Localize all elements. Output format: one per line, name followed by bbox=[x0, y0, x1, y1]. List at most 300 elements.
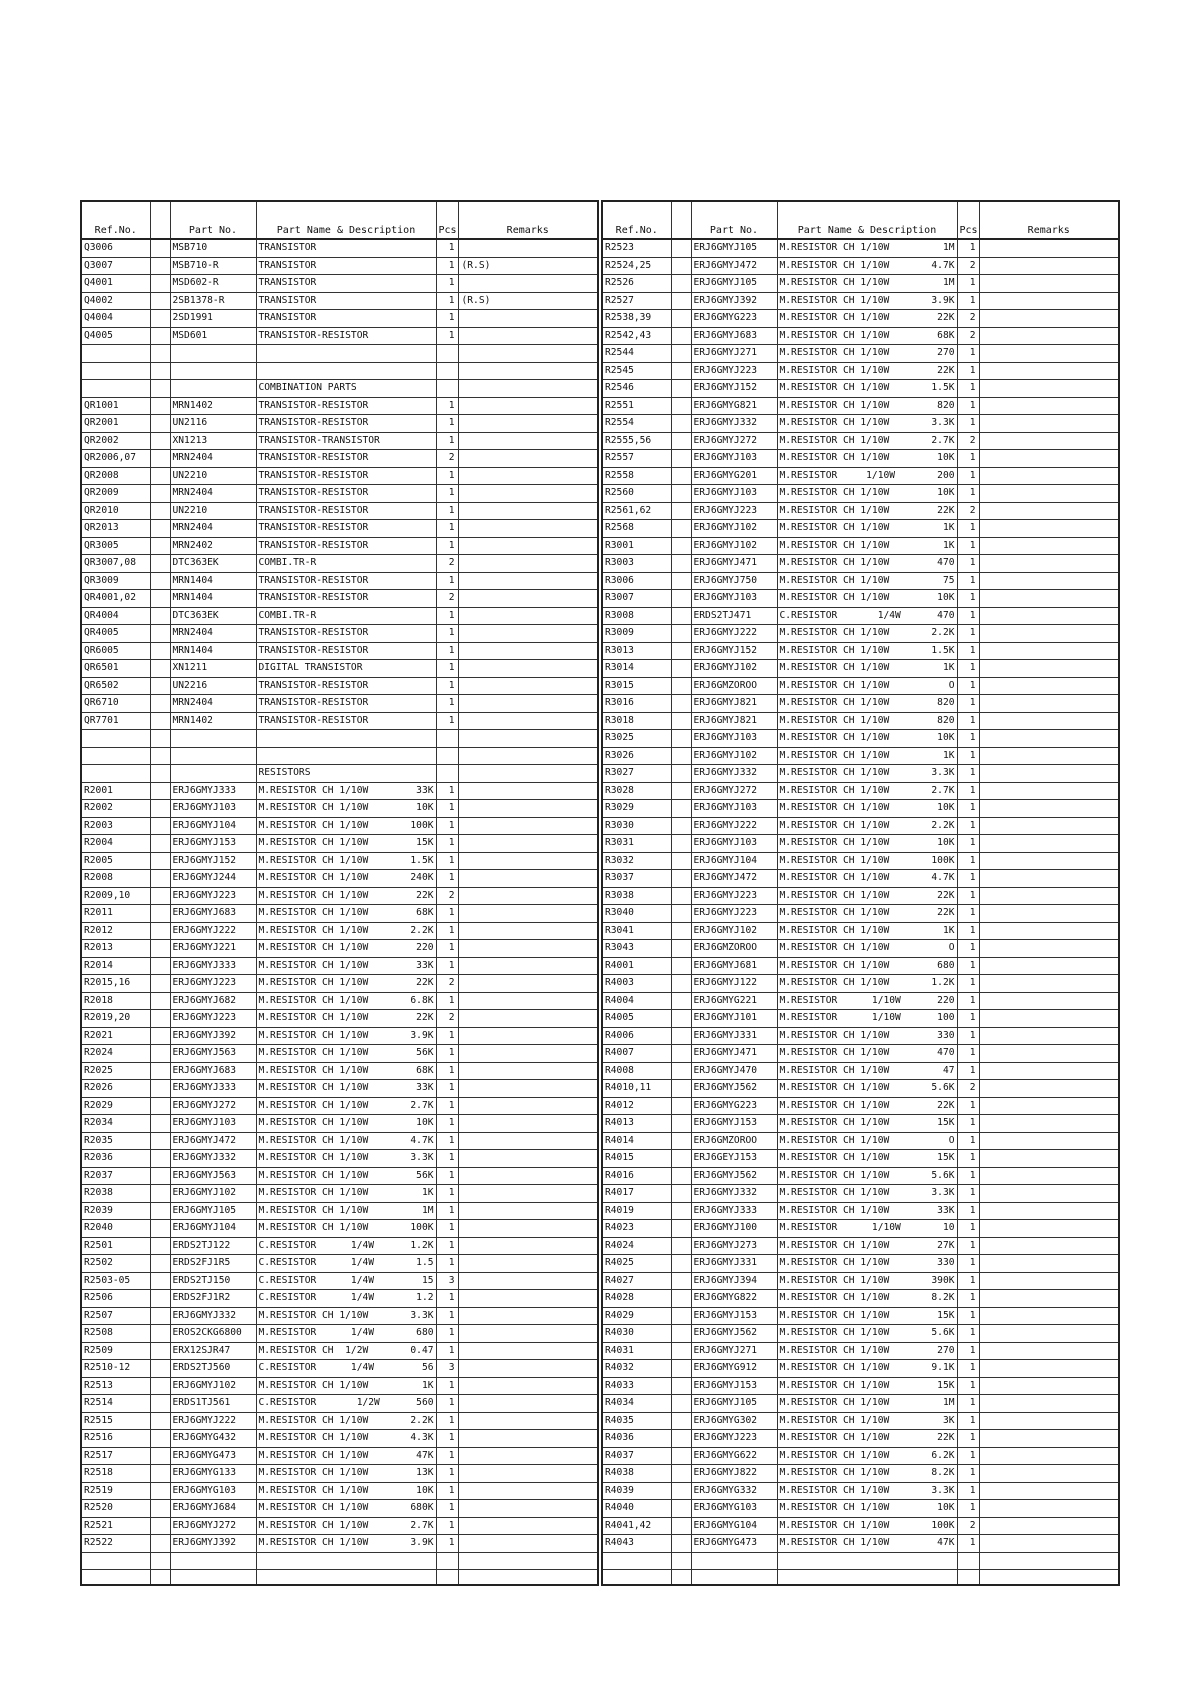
pcs-cell: 1 bbox=[436, 1202, 458, 1220]
ref-no-cell: R2514 bbox=[81, 1395, 150, 1413]
description-name: M.RESISTOR CH 1/10W bbox=[258, 784, 369, 796]
spacer-cell bbox=[671, 485, 691, 503]
ref-no-cell: R4006 bbox=[602, 1027, 671, 1045]
table-row bbox=[602, 275, 1119, 293]
pcs-cell: 2 bbox=[957, 432, 979, 450]
ref-no-cell: R4019 bbox=[602, 1202, 671, 1220]
spacer-cell bbox=[671, 1185, 691, 1203]
description-cell bbox=[777, 800, 957, 818]
ref-no-cell: R2501 bbox=[81, 1237, 150, 1255]
part-no-cell: ERJ6GMYJ332 bbox=[691, 765, 777, 783]
description-value: 1.5 bbox=[416, 1257, 434, 1269]
pcs-cell: 1 bbox=[957, 1185, 979, 1203]
remarks-cell bbox=[979, 380, 1119, 398]
part-no-cell: ERJ6GMYJ333 bbox=[170, 1080, 256, 1098]
spacer-cell bbox=[150, 1535, 170, 1553]
description-cell bbox=[256, 922, 436, 940]
part-no-cell: ERJ6GEYJ153 bbox=[691, 1150, 777, 1168]
description-name: M.RESISTOR CH 1/10W bbox=[258, 1187, 369, 1199]
description-value: 3.3K bbox=[931, 1187, 955, 1199]
part-no-cell: ERJ6GMYJ681 bbox=[691, 957, 777, 975]
description-name: M.RESISTOR CH 1/10W bbox=[258, 1117, 369, 1129]
table-row bbox=[81, 625, 598, 643]
part-no-cell: ERJ6GMYJ331 bbox=[691, 1027, 777, 1045]
ref-no-cell: R4005 bbox=[602, 1010, 671, 1028]
description-name: C.RESISTOR 1/4W bbox=[258, 1274, 375, 1286]
description-cell bbox=[256, 1045, 436, 1063]
pcs-cell: 1 bbox=[436, 1395, 458, 1413]
part-no-cell: ERJ6GMYJ102 bbox=[691, 520, 777, 538]
part-no-cell: ERJ6GMYJ392 bbox=[170, 1027, 256, 1045]
table-row bbox=[602, 1027, 1119, 1045]
pcs-cell: 1 bbox=[436, 957, 458, 975]
spacer-cell bbox=[671, 415, 691, 433]
table-row bbox=[81, 817, 598, 835]
description-name: M.RESISTOR CH 1/10W bbox=[779, 1099, 890, 1111]
header-remarks: Remarks bbox=[458, 201, 598, 239]
description-value: 68K bbox=[416, 1064, 434, 1076]
description-cell bbox=[777, 1272, 957, 1290]
description-cell bbox=[256, 747, 436, 765]
description-cell bbox=[256, 992, 436, 1010]
part-no-cell: ERJ6GMYJ272 bbox=[170, 1517, 256, 1535]
remarks-cell bbox=[979, 765, 1119, 783]
remarks-cell bbox=[458, 327, 598, 345]
description-name: M.RESISTOR CH 1/10W bbox=[779, 977, 890, 989]
pcs-cell: 1 bbox=[957, 1237, 979, 1255]
description-name: M.RESISTOR CH 1/10W bbox=[779, 714, 890, 726]
description-name: M.RESISTOR CH 1/10W bbox=[258, 1134, 369, 1146]
spacer-cell bbox=[150, 590, 170, 608]
part-no-cell: ERJ6GMYJ392 bbox=[170, 1535, 256, 1553]
description-cell bbox=[256, 1377, 436, 1395]
table-row bbox=[602, 502, 1119, 520]
remarks-cell bbox=[458, 555, 598, 573]
remarks-cell bbox=[979, 432, 1119, 450]
ref-no-cell: R4028 bbox=[602, 1290, 671, 1308]
pcs-cell: 2 bbox=[957, 257, 979, 275]
pcs-cell: 1 bbox=[436, 695, 458, 713]
description-value: 240K bbox=[410, 872, 434, 884]
ref-no-cell: R4031 bbox=[602, 1342, 671, 1360]
description-value: 33K bbox=[416, 959, 434, 971]
part-no-cell: ERJ6GMYJ102 bbox=[170, 1377, 256, 1395]
pcs-cell: 1 bbox=[957, 747, 979, 765]
part-no-cell: ERJ6GMYJ684 bbox=[170, 1500, 256, 1518]
part-no-cell: ERJ6GMYJ472 bbox=[170, 1132, 256, 1150]
description-cell bbox=[777, 817, 957, 835]
description-cell bbox=[777, 1290, 957, 1308]
spacer-cell bbox=[150, 1132, 170, 1150]
remarks-cell bbox=[979, 1290, 1119, 1308]
spacer-cell bbox=[150, 730, 170, 748]
pcs-cell bbox=[436, 362, 458, 380]
pcs-cell: 2 bbox=[436, 975, 458, 993]
ref-no-cell: QR2013 bbox=[81, 520, 150, 538]
table-row bbox=[81, 380, 598, 398]
table-row bbox=[81, 677, 598, 695]
remarks-cell bbox=[458, 1220, 598, 1238]
description-value: 4.7K bbox=[931, 259, 955, 271]
pcs-cell: 1 bbox=[436, 1482, 458, 1500]
ref-no-cell: QR4001,02 bbox=[81, 590, 150, 608]
description-name: M.RESISTOR CH 1/10W bbox=[258, 1082, 369, 1094]
pcs-cell: 1 bbox=[436, 327, 458, 345]
description-cell bbox=[777, 1465, 957, 1483]
description-value: 3.3K bbox=[410, 1152, 434, 1164]
description-cell bbox=[777, 1185, 957, 1203]
spacer-cell bbox=[671, 940, 691, 958]
description-cell bbox=[256, 1220, 436, 1238]
part-no-cell: ERJ6GMYJ223 bbox=[691, 1430, 777, 1448]
description-value: 5.6K bbox=[931, 1327, 955, 1339]
description-value: 56K bbox=[416, 1047, 434, 1059]
table-row bbox=[602, 1185, 1119, 1203]
part-no-cell: ERJ6GMYJ470 bbox=[691, 1062, 777, 1080]
pcs-cell: 1 bbox=[436, 625, 458, 643]
remarks-cell bbox=[458, 1185, 598, 1203]
ref-no-cell bbox=[81, 1552, 150, 1570]
spacer-cell bbox=[671, 327, 691, 345]
description-name: M.RESISTOR CH 1/10W bbox=[258, 1169, 369, 1181]
table-row bbox=[81, 1307, 598, 1325]
pcs-cell: 1 bbox=[957, 1465, 979, 1483]
description-cell bbox=[777, 397, 957, 415]
description-cell bbox=[256, 677, 436, 695]
description-cell bbox=[777, 922, 957, 940]
spacer-cell bbox=[150, 660, 170, 678]
remarks-cell bbox=[458, 1342, 598, 1360]
spacer-cell bbox=[150, 362, 170, 380]
description-cell bbox=[256, 520, 436, 538]
table-row bbox=[602, 870, 1119, 888]
remarks-cell bbox=[458, 817, 598, 835]
part-no-cell: ERJ6GMYG822 bbox=[691, 1290, 777, 1308]
remarks-cell bbox=[458, 239, 598, 257]
description-cell bbox=[256, 1010, 436, 1028]
spacer-cell bbox=[671, 1500, 691, 1518]
description-name: M.RESISTOR CH 1/10W bbox=[779, 1362, 890, 1374]
ref-no-cell: R2524,25 bbox=[602, 257, 671, 275]
remarks-cell bbox=[458, 992, 598, 1010]
remarks-cell bbox=[979, 1342, 1119, 1360]
description-name: M.RESISTOR CH 1/10W bbox=[258, 1519, 369, 1531]
description-name: M.RESISTOR CH 1/10W bbox=[779, 924, 890, 936]
part-no-cell: ERJ6GMYJ332 bbox=[170, 1150, 256, 1168]
part-no-cell: ERDS2TJ122 bbox=[170, 1237, 256, 1255]
part-no-cell: ERJ6GMZOROO bbox=[691, 677, 777, 695]
remarks-cell bbox=[979, 502, 1119, 520]
table-row bbox=[602, 1570, 1119, 1586]
part-no-cell: ERJ6GMYJ821 bbox=[691, 695, 777, 713]
remarks-cell bbox=[979, 1500, 1119, 1518]
remarks-cell bbox=[979, 1552, 1119, 1570]
ref-no-cell: R3013 bbox=[602, 642, 671, 660]
spacer-cell bbox=[150, 1517, 170, 1535]
remarks-cell bbox=[979, 677, 1119, 695]
table-row bbox=[81, 555, 598, 573]
description-name: M.RESISTOR CH 1/10W bbox=[258, 1204, 369, 1216]
spacer-cell bbox=[150, 292, 170, 310]
remarks-cell bbox=[979, 450, 1119, 468]
description-cell bbox=[777, 345, 957, 363]
ref-no-cell: R3037 bbox=[602, 870, 671, 888]
header-row bbox=[602, 201, 1119, 239]
table-row bbox=[602, 1290, 1119, 1308]
description-cell bbox=[256, 1027, 436, 1045]
table-row bbox=[602, 1132, 1119, 1150]
part-no-cell: ERJ6GMYJ333 bbox=[691, 1202, 777, 1220]
description-name: M.RESISTOR CH 1/10W bbox=[779, 592, 890, 604]
header-part: Part No. bbox=[691, 201, 777, 239]
pcs-cell: 1 bbox=[957, 940, 979, 958]
description-name: TRANSISTOR-RESISTOR bbox=[258, 644, 369, 656]
ref-no-cell: R4024 bbox=[602, 1237, 671, 1255]
spacer-cell bbox=[671, 450, 691, 468]
ref-no-cell: R4014 bbox=[602, 1132, 671, 1150]
description-cell bbox=[256, 1325, 436, 1343]
description-cell bbox=[777, 1570, 957, 1586]
part-no-cell: ERJ6GMYJ333 bbox=[170, 782, 256, 800]
pcs-cell: 1 bbox=[957, 1132, 979, 1150]
pcs-cell: 1 bbox=[957, 852, 979, 870]
remarks-cell bbox=[979, 1010, 1119, 1028]
part-no-cell: ERJ6GMYJ271 bbox=[691, 345, 777, 363]
spacer-cell bbox=[671, 1150, 691, 1168]
description-value: 1.5K bbox=[931, 644, 955, 656]
ref-no-cell: R2527 bbox=[602, 292, 671, 310]
remarks-cell bbox=[458, 432, 598, 450]
table-row bbox=[602, 292, 1119, 310]
remarks-cell bbox=[979, 730, 1119, 748]
description-name: M.RESISTOR CH 1/10W bbox=[258, 977, 369, 989]
pcs-cell: 1 bbox=[957, 1500, 979, 1518]
ref-no-cell: R2516 bbox=[81, 1430, 150, 1448]
remarks-cell bbox=[979, 239, 1119, 257]
remarks-cell bbox=[979, 345, 1119, 363]
spacer-cell bbox=[150, 625, 170, 643]
pcs-cell bbox=[436, 345, 458, 363]
ref-no-cell: R3025 bbox=[602, 730, 671, 748]
remarks-cell bbox=[458, 800, 598, 818]
spacer-cell bbox=[671, 537, 691, 555]
part-no-cell: ERJ6GMYJ394 bbox=[691, 1272, 777, 1290]
description-name: M.RESISTOR CH 1/10W bbox=[258, 889, 369, 901]
description-name: COMBI.TR-R bbox=[258, 609, 317, 621]
spacer-cell bbox=[671, 362, 691, 380]
description-name: M.RESISTOR CH 1/10W bbox=[779, 242, 890, 254]
remarks-cell bbox=[979, 1482, 1119, 1500]
part-no-cell: ERJ6GMYJ272 bbox=[691, 782, 777, 800]
pcs-cell: 1 bbox=[957, 362, 979, 380]
description-value: 10K bbox=[937, 837, 955, 849]
description-cell bbox=[777, 520, 957, 538]
table-row bbox=[602, 1517, 1119, 1535]
pcs-cell: 1 bbox=[957, 1202, 979, 1220]
ref-no-cell: R2515 bbox=[81, 1412, 150, 1430]
remarks-cell bbox=[979, 1377, 1119, 1395]
ref-no-cell: R2021 bbox=[81, 1027, 150, 1045]
part-no-cell: ERJ6GMYJ102 bbox=[691, 660, 777, 678]
ref-no-cell: R4015 bbox=[602, 1150, 671, 1168]
remarks-cell bbox=[979, 1080, 1119, 1098]
remarks-cell bbox=[458, 275, 598, 293]
pcs-cell: 1 bbox=[436, 1447, 458, 1465]
description-name: M.RESISTOR CH 1/10W bbox=[779, 504, 890, 516]
pcs-cell: 1 bbox=[957, 1167, 979, 1185]
spacer-cell bbox=[150, 817, 170, 835]
table-row bbox=[81, 1027, 598, 1045]
description-cell bbox=[777, 765, 957, 783]
description-value: 1M bbox=[942, 277, 955, 289]
part-no-cell: ERJ6GMYJ103 bbox=[691, 800, 777, 818]
part-no-cell: MRN1404 bbox=[170, 590, 256, 608]
remarks-cell bbox=[979, 1097, 1119, 1115]
part-no-cell: XN1211 bbox=[170, 660, 256, 678]
pcs-cell: 1 bbox=[957, 292, 979, 310]
description-cell bbox=[777, 695, 957, 713]
description-value: 3.3K bbox=[410, 1309, 434, 1321]
description-name: M.RESISTOR CH 1/10W bbox=[258, 1029, 369, 1041]
description-name: TRANSISTOR-RESISTOR bbox=[258, 487, 369, 499]
description-name: C.RESISTOR 1/2W bbox=[258, 1397, 380, 1409]
spacer-cell bbox=[150, 1237, 170, 1255]
remarks-cell bbox=[458, 485, 598, 503]
remarks-cell bbox=[458, 852, 598, 870]
pcs-cell: 1 bbox=[957, 695, 979, 713]
ref-no-cell: R4040 bbox=[602, 1500, 671, 1518]
ref-no-cell: R2526 bbox=[602, 275, 671, 293]
ref-no-cell: R2523 bbox=[602, 239, 671, 257]
pcs-cell: 1 bbox=[957, 1010, 979, 1028]
remarks-cell bbox=[458, 1447, 598, 1465]
description-name: M.RESISTOR CH 1/10W bbox=[258, 802, 369, 814]
table-row bbox=[602, 450, 1119, 468]
description-value: 22K bbox=[937, 504, 955, 516]
description-cell bbox=[256, 1570, 436, 1586]
pcs-cell: 2 bbox=[436, 555, 458, 573]
ref-no-cell: QR2008 bbox=[81, 467, 150, 485]
description-value: 470 bbox=[937, 557, 955, 569]
part-no-cell: XN1213 bbox=[170, 432, 256, 450]
spacer-cell bbox=[671, 1062, 691, 1080]
description-name: M.RESISTOR CH 1/10W bbox=[779, 382, 890, 394]
ref-no-cell: R2036 bbox=[81, 1150, 150, 1168]
description-cell bbox=[777, 642, 957, 660]
description-name: M.RESISTOR CH 1/10W bbox=[779, 434, 890, 446]
table-row bbox=[602, 485, 1119, 503]
ref-no-cell: Q3007 bbox=[81, 257, 150, 275]
description-name: M.RESISTOR CH 1/10W bbox=[779, 312, 890, 324]
description-cell bbox=[256, 362, 436, 380]
spacer-cell bbox=[150, 1447, 170, 1465]
part-no-cell: ERJ6GMYG223 bbox=[691, 1097, 777, 1115]
pcs-cell: 1 bbox=[436, 1167, 458, 1185]
spacer-cell bbox=[150, 905, 170, 923]
description-value: 22K bbox=[937, 364, 955, 376]
pcs-cell: 2 bbox=[957, 502, 979, 520]
remarks-cell bbox=[458, 1465, 598, 1483]
description-name: M.RESISTOR CH 1/10W bbox=[258, 942, 369, 954]
description-cell bbox=[777, 940, 957, 958]
description-value: 820 bbox=[937, 399, 955, 411]
part-no-cell: ERJ6GMYJ221 bbox=[170, 940, 256, 958]
ref-no-cell: QR3007,08 bbox=[81, 555, 150, 573]
table-row bbox=[602, 1342, 1119, 1360]
spacer-cell bbox=[671, 1080, 691, 1098]
part-no-cell: MRN1402 bbox=[170, 397, 256, 415]
pcs-cell: 1 bbox=[436, 1290, 458, 1308]
table-row bbox=[81, 239, 598, 257]
remarks-cell bbox=[979, 957, 1119, 975]
pcs-cell: 1 bbox=[957, 677, 979, 695]
description-value: 2.7K bbox=[931, 784, 955, 796]
description-cell bbox=[256, 800, 436, 818]
part-no-cell: MSB710 bbox=[170, 239, 256, 257]
description-value: 2.7K bbox=[410, 1519, 434, 1531]
remarks-cell bbox=[979, 310, 1119, 328]
remarks-cell bbox=[979, 520, 1119, 538]
ref-no-cell: R4035 bbox=[602, 1412, 671, 1430]
table-body-right bbox=[602, 239, 1119, 1585]
description-name: M.RESISTOR CH 1/10W bbox=[779, 1187, 890, 1199]
ref-no-cell: R2002 bbox=[81, 800, 150, 818]
table-row bbox=[602, 992, 1119, 1010]
spacer-cell bbox=[671, 992, 691, 1010]
pcs-cell: 1 bbox=[436, 1097, 458, 1115]
ref-no-cell bbox=[81, 765, 150, 783]
remarks-cell bbox=[458, 467, 598, 485]
spacer-cell bbox=[671, 1412, 691, 1430]
pcs-cell: 1 bbox=[436, 239, 458, 257]
spacer-cell bbox=[671, 555, 691, 573]
ref-no-cell bbox=[81, 730, 150, 748]
pcs-cell: 1 bbox=[436, 642, 458, 660]
ref-no-cell: QR6502 bbox=[81, 677, 150, 695]
description-name: M.RESISTOR CH 1/10W bbox=[258, 1379, 369, 1391]
description-name: M.RESISTOR CH 1/10W bbox=[779, 557, 890, 569]
description-value: 0.47 bbox=[410, 1344, 434, 1356]
table-row bbox=[81, 870, 598, 888]
remarks-cell bbox=[458, 922, 598, 940]
spacer-cell bbox=[671, 1447, 691, 1465]
table-row bbox=[81, 1482, 598, 1500]
table-row bbox=[81, 1447, 598, 1465]
spacer-cell bbox=[671, 1552, 691, 1570]
description-cell bbox=[256, 1290, 436, 1308]
description-cell bbox=[777, 975, 957, 993]
part-no-cell: ERJ6GMYJ102 bbox=[170, 1185, 256, 1203]
remarks-cell bbox=[458, 537, 598, 555]
table-row bbox=[81, 415, 598, 433]
remarks-cell bbox=[458, 362, 598, 380]
ref-no-cell: R2502 bbox=[81, 1255, 150, 1273]
pcs-cell: 1 bbox=[436, 572, 458, 590]
part-no-cell: ERJ6GMYJ223 bbox=[691, 502, 777, 520]
table-row bbox=[81, 397, 598, 415]
pcs-cell: 2 bbox=[436, 1010, 458, 1028]
description-cell bbox=[777, 992, 957, 1010]
spacer-cell bbox=[671, 660, 691, 678]
remarks-cell bbox=[979, 537, 1119, 555]
description-name: M.RESISTOR CH 1/10W bbox=[779, 1467, 890, 1479]
description-name: M.RESISTOR CH 1/10W bbox=[258, 854, 369, 866]
ref-no-cell: R4023 bbox=[602, 1220, 671, 1238]
description-cell bbox=[256, 485, 436, 503]
pcs-cell: 1 bbox=[957, 782, 979, 800]
ref-no-cell: QR6501 bbox=[81, 660, 150, 678]
pcs-cell: 2 bbox=[436, 590, 458, 608]
